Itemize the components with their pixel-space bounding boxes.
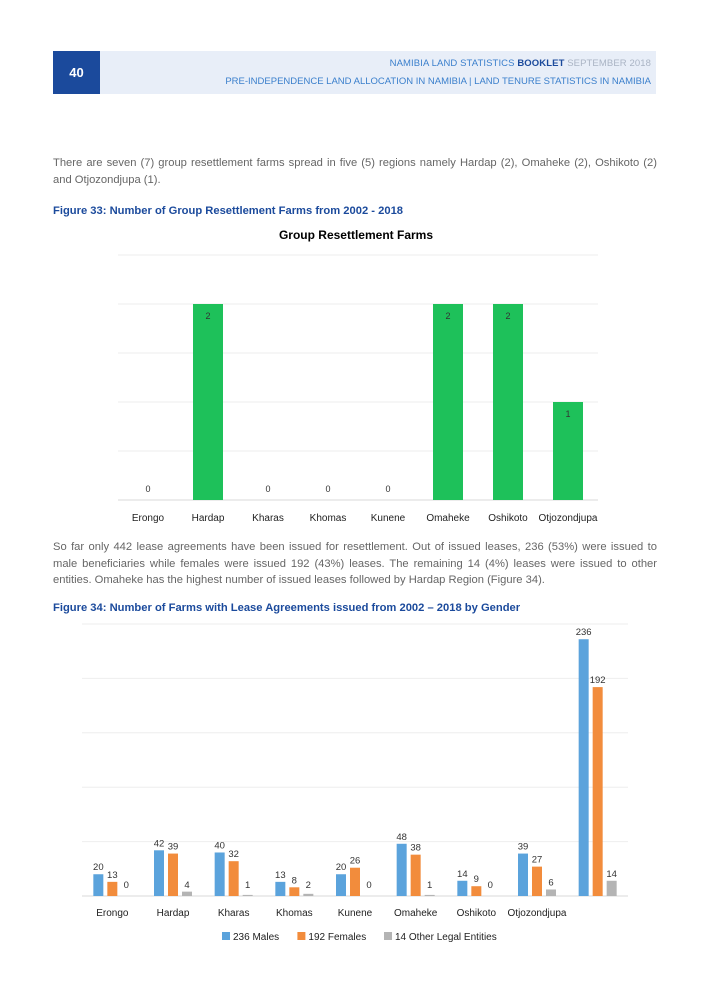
data-label: 192 [589,675,606,687]
tick-label: Kunene [370,513,406,524]
tick-label: Hardap [156,908,190,919]
chart-title: Group Resettlement Farms [278,228,434,242]
chart-lease-agreements-by-gender [0,618,713,950]
legend-swatch [297,932,305,940]
data-label: 42 [153,838,165,850]
data-label: 38 [410,842,421,854]
legend-swatch [222,932,230,940]
bar-oshikoto [493,304,523,500]
data-label: 27 [531,854,543,866]
tick-label: Omaheke [426,513,470,524]
tick-label: Khomas [275,908,313,919]
data-label: 2 [505,311,511,321]
data-label: 1 [427,880,433,891]
data-label: 0 [385,484,391,494]
bar-khomas-series-1 [289,887,299,896]
tick-label: Otjozondjupa [507,908,567,919]
data-label: 32 [228,849,239,861]
data-label: 20 [93,862,104,874]
data-label: 14 [606,868,617,880]
booklet-bold: BOOKLET [517,58,565,69]
bar-kunene-series-0 [336,874,346,896]
data-label: 6 [548,877,554,889]
tick-label: Khomas [309,513,347,524]
bar-omaheke-series-2 [425,895,435,896]
bar-omaheke-series-1 [411,855,421,896]
legend-entry: 192 Females [308,932,367,943]
tick-label: Kharas [252,513,284,524]
bar-otjozondjupa-series-2 [546,889,556,896]
bar-kunene-series-1 [350,868,360,896]
data-label: 0 [145,484,151,494]
legend-entry: 14 Other Legal Entities [395,932,497,943]
figure-33-title: Figure 33: Number of Group Resettlement Farms from 2002 - 2018 [53,205,404,217]
data-label: 0 [265,484,271,494]
data-label: 40 [214,840,225,852]
data-label: 0 [123,880,129,891]
legend-swatch [384,932,392,940]
bar-hardap-series-2 [182,892,192,896]
bar-kharas-series-2 [243,895,253,896]
figure-34-title: Figure 34: Number of Farms with Lease Agreements issued from 2002 – 2018 by Gender [53,602,521,614]
bar-omaheke [433,304,463,500]
bar-total-series-1 [593,687,603,896]
tick-label: Hardap [191,513,225,524]
data-label: 13 [275,869,286,881]
booklet-date: SEPTEMBER 2018 [564,58,651,69]
booklet-title [390,58,651,69]
tick-label: Kunene [337,908,373,919]
bar-hardap-series-0 [154,850,164,896]
data-label: 0 [487,880,493,891]
data-label: 1 [245,880,251,891]
page-number: 40 [53,51,100,94]
data-label: 1 [565,409,571,419]
tick-label: Otjozondjupa [538,513,598,524]
bar-khomas-series-0 [275,882,285,896]
chart-group-resettlement-farms [0,222,713,532]
tick-label: Oshikoto [456,908,497,919]
data-label: 2 [305,880,311,891]
data-label: 20 [335,862,347,874]
paragraph-group-farms: There are seven (7) group resettlement farms spread in five (5) regions namely Hardap (2), Omaheke (2), Oshikoto (2) and Otjozondjupa (1). [53,157,657,186]
data-label: 2 [445,311,451,321]
data-label: 236 [575,627,592,639]
legend-entry: 236 Males [233,932,280,943]
bar-hardap-series-1 [168,854,178,896]
data-label: 39 [517,841,529,853]
bar-total-series-2 [607,881,617,896]
data-label: 0 [325,484,331,494]
data-label: 39 [167,841,179,853]
data-label: 2 [205,311,211,321]
bar-otjozondjupa-series-1 [532,867,542,896]
tick-label: Erongo [96,908,129,919]
bar-oshikoto-series-1 [471,886,481,896]
data-label: 13 [107,869,118,881]
data-label: 26 [349,855,361,867]
data-label: 14 [457,868,468,880]
bar-total-series-0 [579,639,589,896]
tick-label: Omaheke [393,908,438,919]
tick-label: Erongo [131,513,165,524]
tick-label: Oshikoto [488,513,528,524]
paragraph-lease-agreements: So far only 442 lease agreements have been issued for resettlement. Out of issued leases, 236 (53%) were issued to male beneficiaries while females were issued 192 (43%) leases. The remaining 14 (4%) leases were issued to other entities. Omaheke has the highest number of issued leases followed by Hardap Region (Figure 34). [53,541,657,586]
data-label: 9 [473,874,479,886]
bar-khomas-series-2 [303,894,313,896]
bar-omaheke-series-0 [397,844,407,896]
booklet-prefix: NAMIBIA LAND STATISTICS [389,58,518,69]
data-label: 0 [366,880,372,891]
bar-erongo-series-0 [93,874,103,896]
bar-hardap [193,304,223,500]
bar-kharas-series-1 [229,861,239,896]
bar-kharas-series-0 [215,852,225,896]
data-label: 4 [184,880,190,891]
data-label: 48 [396,831,407,843]
data-label: 8 [291,875,297,887]
bar-erongo-series-1 [107,882,117,896]
section-subtitle: PRE-INDEPENDENCE LAND ALLOCATION IN NAMIBIA | LAND TENURE STATISTICS IN NAMIBIA [225,76,651,87]
bar-otjozondjupa-series-0 [518,854,528,896]
tick-label: Kharas [217,908,250,919]
bar-oshikoto-series-0 [457,881,467,896]
